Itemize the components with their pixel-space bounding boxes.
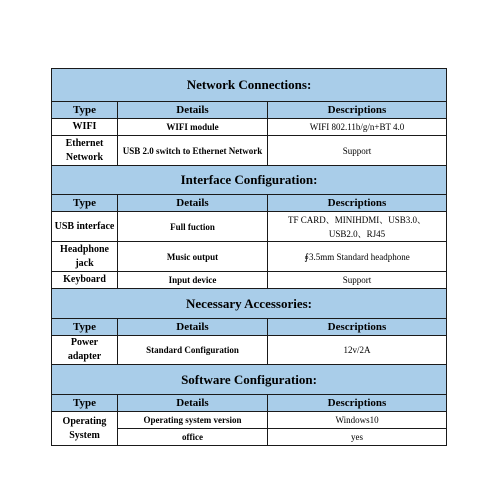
- column-header-details: Details: [118, 395, 268, 412]
- row-type-label: Headphone jack: [52, 242, 118, 272]
- column-header-descriptions: Descriptions: [268, 102, 447, 119]
- row-description: ∮3.5mm Standard headphone: [268, 242, 447, 272]
- column-header-type: Type: [52, 102, 118, 119]
- column-header-descriptions: Descriptions: [268, 319, 447, 336]
- row-description: Support: [268, 272, 447, 289]
- section-title-software: Software Configuration:: [52, 365, 447, 395]
- table-row: [52, 336, 447, 365]
- column-header-descriptions: Descriptions: [268, 195, 447, 212]
- row-type-label: Power adapter: [52, 336, 118, 365]
- row-description: yes: [268, 429, 447, 446]
- row-type-label: Keyboard: [52, 272, 118, 289]
- row-type-label: Ethernet Network: [52, 136, 118, 166]
- row-type-label: WIFI: [52, 119, 118, 136]
- table-row: [52, 242, 447, 272]
- table-row: [52, 136, 447, 166]
- row-description: Support: [268, 136, 447, 166]
- column-header-type: Type: [52, 395, 118, 412]
- row-description: Windows10: [268, 412, 447, 429]
- column-header-descriptions: Descriptions: [268, 395, 447, 412]
- column-header-details: Details: [118, 102, 268, 119]
- table-row: [52, 212, 447, 242]
- column-header-type: Type: [52, 319, 118, 336]
- section-title-accessories: Necessary Accessories:: [52, 289, 447, 319]
- table-row: [52, 412, 447, 429]
- table-row: [52, 272, 447, 289]
- column-header-type: Type: [52, 195, 118, 212]
- row-details: USB 2.0 switch to Ethernet Network: [118, 136, 268, 166]
- row-description: 12v/2A: [268, 336, 447, 365]
- row-description: TF CARD、MINIHDMI、USB3.0、USB2.0、RJ45: [268, 212, 447, 242]
- column-header-details: Details: [118, 195, 268, 212]
- row-details: Music output: [118, 242, 268, 272]
- row-details: office: [118, 429, 268, 446]
- row-details: Standard Configuration: [118, 336, 268, 365]
- table-row: [52, 119, 447, 136]
- row-details: Operating system version: [118, 412, 268, 429]
- row-details: Full fuction: [118, 212, 268, 242]
- row-description: WIFI 802.11b/g/n+BT 4.0: [268, 119, 447, 136]
- section-title-interface: Interface Configuration:: [52, 166, 447, 195]
- spec-table: [51, 68, 447, 446]
- row-type-label: USB interface: [52, 212, 118, 242]
- row-type-label: Operating System: [52, 412, 118, 446]
- row-details: WIFI module: [118, 119, 268, 136]
- column-header-details: Details: [118, 319, 268, 336]
- row-details: Input device: [118, 272, 268, 289]
- section-title-network: Network Connections:: [52, 69, 447, 102]
